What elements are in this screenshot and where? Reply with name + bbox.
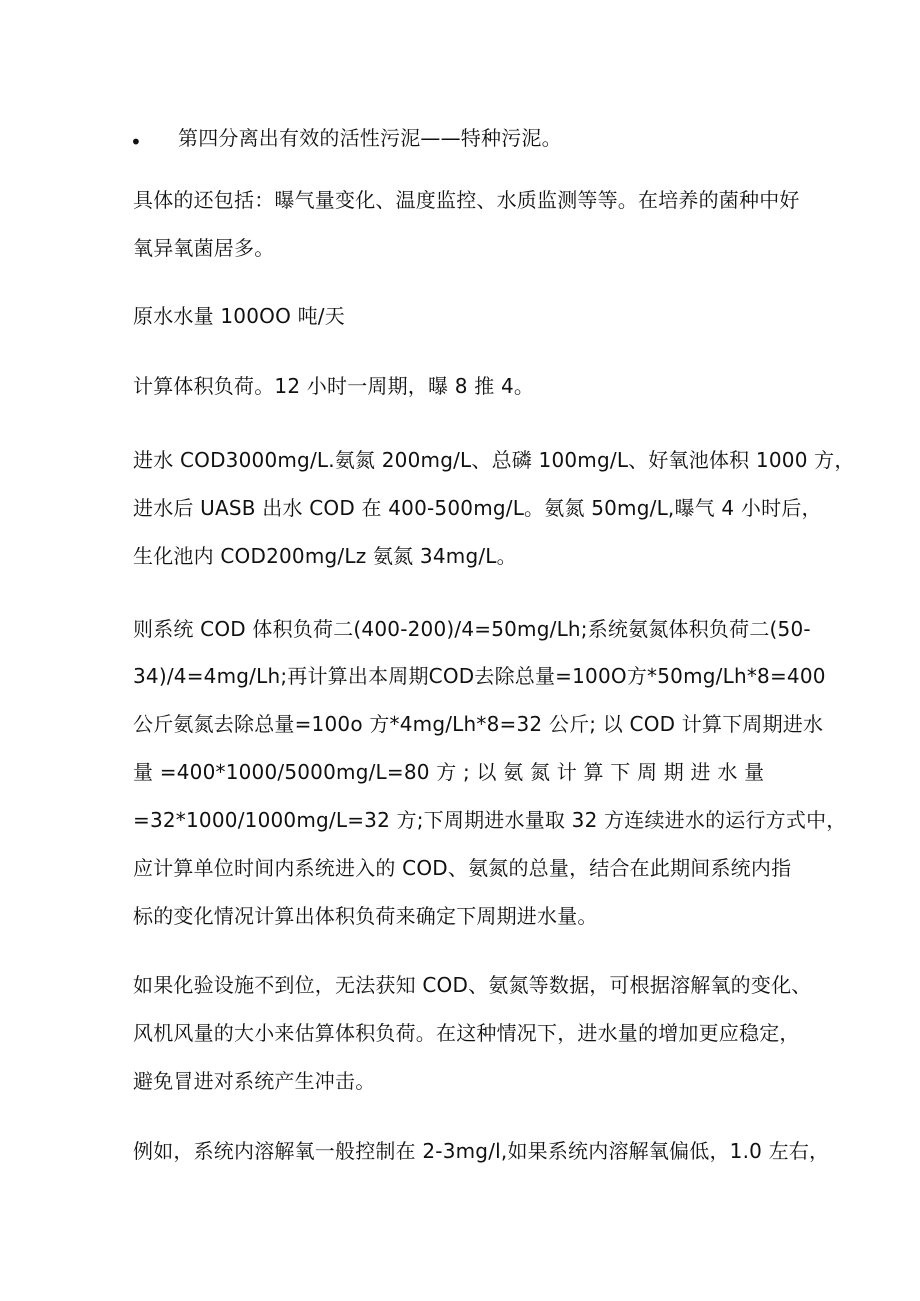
paragraph-line: 应计算单位时间内系统进入的 COD、氨氮的总量，结合在此期间系统内指 [133,856,792,880]
paragraph-line: 进水后 UASB 出水 COD 在 400-500mg/L。氨氮 50mg/L,曝气 4 小时后， [133,496,822,520]
paragraph-line: 生化池内 COD200mg/Lz 氨氮 34mg/L。 [133,544,517,568]
paragraph-line: 如果化验设施不到位，无法获知 COD、氨氮等数据，可根据溶解氧的变化、 [133,973,812,997]
paragraph-line: =32*1000/1000mg/L=32 方;下周期进水量取 32 方连续进水的运行方式中， [133,808,847,832]
paragraph-line: 氧异氧菌居多。 [133,236,275,260]
paragraph-line: 标的变化情况计算出体积负荷来确定下周期进水量。 [133,904,598,928]
paragraph-line: 例如，系统内溶解氧一般控制在 2-3mg/l,如果系统内溶解氧偏低，1.0 左右， [133,1139,830,1163]
paragraph-line: 原水水量 100OO 吨/天 [133,304,345,328]
bullet-marker: • [130,130,142,154]
paragraph-line: 则系统 COD 体积负荷二(400-200)/4=50mg/Lh;系统氨氮体积负荷二(50- [133,617,811,641]
paragraph-line: 风机风量的大小来估算体积负荷。在这种情况下，进水量的增加更应稳定， [133,1021,800,1045]
paragraph-line: 量 =400*1000/5000mg/L=80 方 ; 以 氨 氮 计 算 下 周 期 进 水 量 [133,760,765,784]
paragraph-line: 避免冒进对系统产生冲击。 [133,1069,376,1093]
paragraph-line: 具体的还包括：曝气量变化、温度监控、水质监测等等。在培养的菌种中好 [133,188,800,212]
bullet-item-text: 第四分离出有效的活性污泥——特种污泥。 [178,126,562,150]
paragraph-line: 34)/4=4mg/Lh;再计算出本周期COD去除总量=100O方*50mg/Lh*8=400 [133,664,826,688]
paragraph-line: 计算体积负荷。12 小时一周期，曝 8 推 4。 [133,374,535,398]
paragraph-line: 进水 COD3000mg/L.氨氮 200mg/L、总磷 100mg/L、好氧池体积 1000 方， [133,448,855,472]
paragraph-line: 公斤氨氮去除总量=100o 方*4mg/Lh*8=32 公斤; 以 COD 计算下周期进水 [133,712,824,736]
